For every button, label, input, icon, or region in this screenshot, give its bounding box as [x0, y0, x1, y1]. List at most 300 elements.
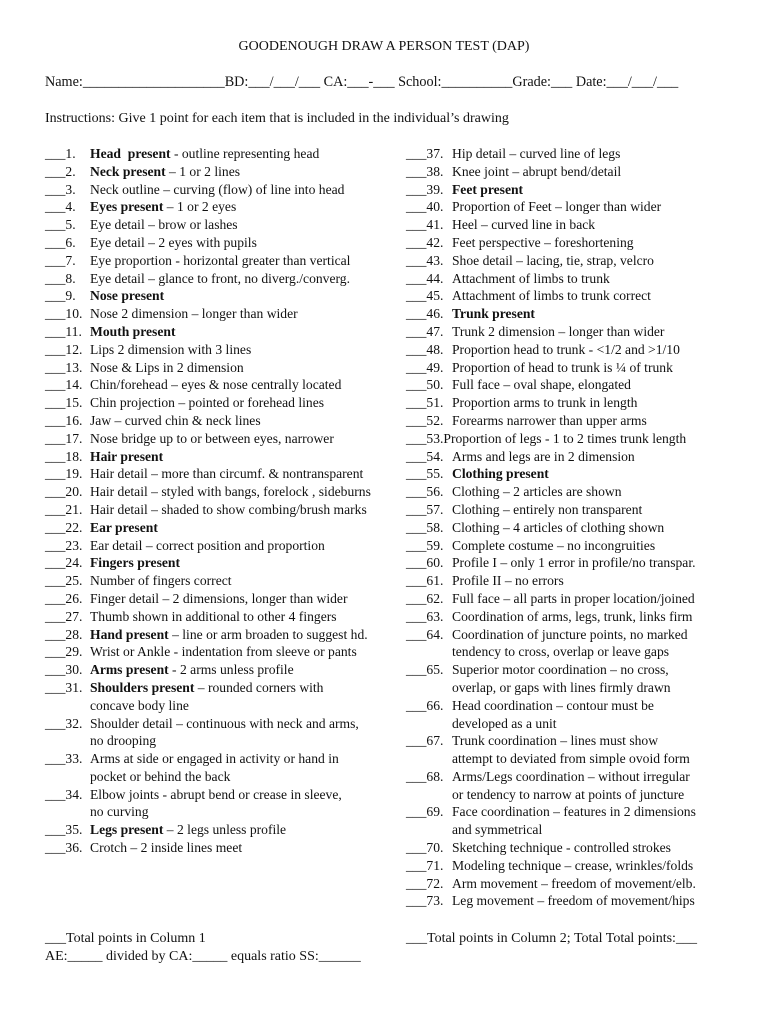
- checklist-item: [406, 857, 751, 875]
- item-text: [90, 448, 415, 466]
- item-text: [452, 661, 751, 697]
- checklist-item: [45, 181, 415, 199]
- checklist-item: [45, 145, 415, 163]
- item-text: [90, 519, 415, 537]
- checklist-item: [406, 305, 751, 323]
- checklist-item: [45, 626, 415, 644]
- checklist-item: [45, 198, 415, 216]
- item-number-blank: ___51.: [406, 395, 444, 411]
- checklist-item: [406, 803, 751, 839]
- checklist-item: [406, 359, 751, 377]
- item-description: Chin projection – pointed or forehead lines: [90, 395, 325, 411]
- item-text: [452, 234, 751, 252]
- item-description: - 2 arms unless profile: [168, 662, 294, 678]
- item-number-blank: ___22.: [45, 519, 83, 535]
- checklist-item: [406, 430, 751, 448]
- item-text: [90, 839, 415, 857]
- checklist-item: [406, 483, 751, 501]
- checklist-item: [406, 768, 751, 804]
- checklist-item: [45, 661, 415, 679]
- item-text: [90, 554, 415, 572]
- checklist-item: [406, 732, 751, 768]
- checklist-item: [45, 394, 415, 412]
- item-bold-label: Shoulders present: [90, 679, 195, 695]
- item-text: [452, 465, 751, 483]
- item-description: Eye proportion - horizontal greater than vertical: [90, 252, 351, 268]
- checklist-item: [406, 892, 751, 910]
- item-description: Heel – curved line in back: [452, 217, 596, 233]
- item-bold-label: Fingers present: [90, 555, 180, 571]
- item-number-blank: ___5.: [45, 217, 76, 233]
- item-number-blank: ___12.: [45, 341, 83, 357]
- item-description: – line or arm broaden to suggest hd.: [168, 626, 368, 642]
- item-number-blank: ___2.: [45, 163, 76, 179]
- item-text: [452, 732, 751, 768]
- item-text: [452, 483, 751, 501]
- checklist-item: [45, 608, 415, 626]
- item-number-blank: ___49.: [406, 359, 444, 375]
- checklist-item: [406, 287, 751, 305]
- item-description: - outline representing head: [170, 146, 320, 161]
- item-text: [452, 305, 751, 323]
- item-number-blank: ___28.: [45, 626, 83, 642]
- item-number-blank: ___39.: [406, 181, 444, 197]
- item-text: [452, 412, 751, 430]
- item-text: [90, 216, 415, 234]
- checklist-item: [45, 519, 415, 537]
- item-description: Eye detail – glance to front, no diverg./converg.: [90, 270, 350, 286]
- checklist-item: [45, 448, 415, 466]
- item-number-blank: ___73.: [406, 893, 444, 909]
- item-text: [90, 537, 415, 555]
- checklist-item: [45, 839, 415, 857]
- item-number-blank: ___55.: [406, 466, 444, 482]
- checklist-item: [406, 145, 751, 163]
- checklist-item: [45, 643, 415, 661]
- item-number-blank: ___63.: [406, 608, 444, 624]
- item-description: Sketching technique - controlled strokes: [452, 840, 671, 856]
- item-number-blank: ___56.: [406, 484, 444, 500]
- item-number-blank: ___6.: [45, 234, 76, 250]
- item-number-blank: ___44.: [406, 270, 444, 286]
- item-description: Profile II – no errors: [452, 573, 564, 589]
- item-text: [90, 287, 415, 305]
- checklist-item: [406, 537, 751, 555]
- item-text: [90, 359, 415, 377]
- item-description: Hair detail – styled with bangs, forelock , sideburns: [90, 484, 371, 500]
- checklist-item: [406, 234, 751, 252]
- page-title: GOODENOUGH DRAW A PERSON TEST (DAP): [238, 39, 530, 54]
- item-description: Forearms narrower than upper arms: [452, 412, 647, 428]
- checklist-item: [45, 786, 415, 822]
- item-text: [90, 234, 415, 252]
- column-1-items: [45, 145, 415, 857]
- item-number-blank: ___68.: [406, 768, 444, 784]
- item-number-blank: ___37.: [406, 146, 444, 161]
- item-number-blank: ___18.: [45, 448, 83, 464]
- checklist-item: [45, 216, 415, 234]
- item-description: Proportion of head to trunk is ¼ of trunk: [452, 359, 673, 375]
- checklist-item: [406, 270, 751, 288]
- item-text: [443, 430, 751, 448]
- item-description: Shoulder detail – continuous with neck and arms, no drooping: [90, 715, 359, 749]
- item-description: Proportion head to trunk - <1/2 and >1/10: [452, 341, 680, 357]
- item-number-blank: ___23.: [45, 537, 83, 553]
- item-number-blank: ___43.: [406, 252, 444, 268]
- item-text: [452, 448, 751, 466]
- item-number-blank: ___27.: [45, 608, 83, 624]
- item-text: [90, 821, 415, 839]
- checklist-item: [406, 626, 751, 662]
- item-number-blank: ___19.: [45, 466, 83, 482]
- column-2-items: [406, 145, 751, 910]
- checklist-item: [406, 181, 751, 199]
- checklist-item: [45, 537, 415, 555]
- item-text: [452, 519, 751, 537]
- item-number-blank: ___42.: [406, 234, 444, 250]
- item-number-blank: ___48.: [406, 341, 444, 357]
- item-number-blank: ___61.: [406, 573, 444, 589]
- checklist-item: [406, 216, 751, 234]
- item-number-blank: ___15.: [45, 395, 83, 411]
- item-description: Hair detail – shaded to show combing/brush marks: [90, 501, 367, 517]
- item-description: Feet perspective – foreshortening: [452, 234, 634, 250]
- item-text: [90, 715, 415, 751]
- checklist-item: [45, 412, 415, 430]
- item-bold-label: Hair present: [90, 448, 164, 464]
- item-number-blank: ___16.: [45, 412, 83, 428]
- checklist-item: [406, 501, 751, 519]
- item-text: [90, 643, 415, 661]
- checklist-item: [45, 679, 415, 715]
- item-text: [452, 839, 751, 857]
- item-description: Arms at side or engaged in activity or hand in pocket or behind the back: [90, 751, 339, 784]
- item-description: Ear detail – correct position and proportion: [90, 537, 325, 553]
- item-description: Eye detail – brow or lashes: [90, 217, 238, 233]
- item-text: [90, 270, 415, 288]
- item-number-blank: ___10.: [45, 306, 83, 322]
- item-text: [452, 216, 751, 234]
- item-description: Hair detail – more than circumf. & nontransparent: [90, 466, 364, 482]
- checklist-item: [45, 501, 415, 519]
- checklist-item: [406, 465, 751, 483]
- item-text: [90, 412, 415, 430]
- item-text: [452, 341, 751, 359]
- item-text: [90, 786, 415, 822]
- item-description: Eye detail – 2 eyes with pupils: [90, 234, 257, 250]
- item-description: Shoe detail – lacing, tie, strap, velcro: [452, 252, 654, 268]
- item-description: Nose & Lips in 2 dimension: [90, 359, 244, 375]
- item-description: Full face – all parts in proper location/joined: [452, 590, 695, 606]
- item-description: Elbow joints - abrupt bend or crease in sleeve, no curving: [90, 786, 342, 820]
- item-number-blank: ___57.: [406, 501, 444, 517]
- item-description: Complete costume – no incongruities: [452, 537, 656, 553]
- item-bold-label: Head present: [90, 146, 171, 161]
- item-number-blank: ___46.: [406, 306, 444, 322]
- checklist-item: [45, 163, 415, 181]
- item-number-blank: ___11.: [45, 323, 82, 339]
- item-bold-label: Feet present: [452, 181, 524, 197]
- item-description: – 1 or 2 eyes: [163, 199, 237, 215]
- checklist-item: [406, 554, 751, 572]
- checklist-item: [45, 359, 415, 377]
- item-description: Nose bridge up to or between eyes, narrower: [90, 430, 334, 446]
- item-text: [90, 252, 415, 270]
- item-number-blank: ___1.: [45, 146, 76, 161]
- item-number-blank: ___4.: [45, 199, 76, 215]
- item-description: Attachment of limbs to trunk: [452, 270, 610, 286]
- item-description: Finger detail – 2 dimensions, longer than wider: [90, 590, 348, 606]
- item-text: [452, 875, 751, 893]
- item-description: Clothing – 4 articles of clothing shown: [452, 519, 665, 535]
- item-description: – 2 legs unless profile: [163, 822, 287, 838]
- item-text: [90, 323, 415, 341]
- item-number-blank: ___67.: [406, 733, 444, 749]
- item-text: [452, 252, 751, 270]
- checklist-item: [406, 163, 751, 181]
- item-description: Jaw – curved chin & neck lines: [90, 412, 261, 428]
- item-description: Face coordination – features in 2 dimensions and symmetrical: [452, 804, 696, 838]
- item-number-blank: ___50.: [406, 377, 444, 393]
- item-text: [90, 341, 415, 359]
- item-number-blank: ___30.: [45, 662, 83, 678]
- item-number-blank: ___38.: [406, 163, 444, 179]
- item-text: [90, 501, 415, 519]
- item-description: Proportion of Feet – longer than wider: [452, 199, 662, 215]
- item-text: [452, 181, 751, 199]
- checklist-item: [45, 323, 415, 341]
- item-number-blank: ___8.: [45, 270, 76, 286]
- instructions: Instructions: Give 1 point for each item that is included in the individual’s drawing: [45, 111, 509, 126]
- checklist-item: [406, 839, 751, 857]
- item-number-blank: ___31.: [45, 679, 83, 695]
- checklist-item: [406, 376, 751, 394]
- item-description: Nose 2 dimension – longer than wider: [90, 306, 298, 322]
- checklist-item: [406, 608, 751, 626]
- item-text: [452, 857, 751, 875]
- checklist-item: [406, 341, 751, 359]
- item-number-blank: ___58.: [406, 519, 444, 535]
- item-description: Wrist or Ankle - indentation from sleeve or pants: [90, 644, 357, 660]
- item-text: [90, 483, 415, 501]
- item-number-blank: ___64.: [406, 626, 444, 642]
- item-number-blank: ___47.: [406, 323, 444, 339]
- checklist-item: [406, 323, 751, 341]
- item-text: [90, 661, 415, 679]
- checklist-item: [45, 270, 415, 288]
- item-number-blank: ___32.: [45, 715, 83, 731]
- item-number-blank: ___14.: [45, 377, 83, 393]
- item-bold-label: Legs present: [90, 822, 164, 838]
- item-description: Leg movement – freedom of movement/hips: [452, 893, 695, 909]
- item-bold-label: Arms present: [90, 662, 169, 678]
- checklist-item: [45, 821, 415, 839]
- item-description: Crotch – 2 inside lines meet: [90, 840, 243, 856]
- item-description: Superior motor coordination – no cross, overlap, or gaps with lines firmly drawn: [452, 662, 671, 695]
- item-text: [452, 572, 751, 590]
- item-text: [452, 145, 751, 163]
- item-number-blank: ___54.: [406, 448, 444, 464]
- item-bold-label: Ear present: [90, 519, 158, 535]
- item-bold-label: Eyes present: [90, 199, 164, 215]
- checklist-item: [406, 590, 751, 608]
- item-description: Knee joint – abrupt bend/detail: [452, 163, 622, 179]
- item-number-blank: ___3.: [45, 181, 76, 197]
- item-text: [90, 163, 415, 181]
- item-number-blank: ___13.: [45, 359, 83, 375]
- item-description: Trunk coordination – lines must show attempt to deviated from simple ovoid form: [452, 733, 690, 767]
- checklist-item: [45, 430, 415, 448]
- item-description: Profile I – only 1 error in profile/no transpar.: [452, 555, 696, 571]
- checklist-item: [45, 750, 415, 786]
- checklist-item: [406, 198, 751, 216]
- checklist-item: [45, 252, 415, 270]
- checklist-item: [406, 572, 751, 590]
- item-text: [452, 323, 751, 341]
- item-text: [90, 572, 415, 590]
- item-text: [90, 465, 415, 483]
- item-text: [90, 376, 415, 394]
- item-text: [452, 554, 751, 572]
- item-text: [90, 394, 415, 412]
- item-description: Head coordination – contour must be developed as a unit: [452, 697, 654, 731]
- item-description: Proportion of legs - 1 to 2 times trunk length: [443, 430, 687, 446]
- item-number-blank: ___26.: [45, 590, 83, 606]
- item-number-blank: ___34.: [45, 786, 83, 802]
- item-number-blank: ___25.: [45, 573, 83, 589]
- item-description: – rounded corners with concave body line: [90, 679, 324, 713]
- item-number-blank: ___62.: [406, 590, 444, 606]
- checklist-item: [45, 376, 415, 394]
- checklist-item: [45, 572, 415, 590]
- item-description: Thumb shown in additional to other 4 fingers: [90, 608, 337, 624]
- item-bold-label: Hand present: [90, 626, 169, 642]
- item-description: Chin/forehead – eyes & nose centrally located: [90, 377, 342, 393]
- item-text: [452, 537, 751, 555]
- item-number-blank: ___21.: [45, 501, 83, 517]
- checklist-item: [406, 875, 751, 893]
- total-column-1: ___Total points in Column 1: [45, 931, 206, 946]
- item-number-blank: ___65.: [406, 662, 444, 678]
- item-number-blank: ___70.: [406, 840, 444, 856]
- item-text: [90, 305, 415, 323]
- item-text: [90, 590, 415, 608]
- item-number-blank: ___72.: [406, 875, 444, 891]
- item-number-blank: ___60.: [406, 555, 444, 571]
- item-bold-label: Neck present: [90, 163, 166, 179]
- item-description: – 1 or 2 lines: [165, 163, 241, 179]
- checklist-item: [406, 661, 751, 697]
- item-number-blank: ___53.: [406, 430, 444, 446]
- item-number-blank: ___40.: [406, 199, 444, 215]
- item-description: Lips 2 dimension with 3 lines: [90, 341, 252, 357]
- item-description: Coordination of juncture points, no marked tendency to cross, overlap or leave gaps: [452, 626, 688, 660]
- checklist-item: [45, 483, 415, 501]
- item-number-blank: ___17.: [45, 430, 83, 446]
- item-description: Clothing – 2 articles are shown: [452, 484, 622, 500]
- item-text: [452, 501, 751, 519]
- item-number-blank: ___59.: [406, 537, 444, 553]
- item-description: Arms/Legs coordination – without irregular or tendency to narrow at points of juncture: [452, 768, 690, 802]
- item-bold-label: Mouth present: [90, 323, 176, 339]
- item-description: Neck outline – curving (flow) of line into head: [90, 181, 345, 197]
- item-number-blank: ___41.: [406, 217, 444, 233]
- item-text: [90, 750, 415, 786]
- item-number-blank: ___69.: [406, 804, 444, 820]
- checklist-item: [406, 252, 751, 270]
- item-number-blank: ___33.: [45, 751, 83, 767]
- item-description: Full face – oval shape, elongated: [452, 377, 631, 393]
- checklist-item: [45, 341, 415, 359]
- item-text: [452, 803, 751, 839]
- item-text: [452, 608, 751, 626]
- item-description: Arms and legs are in 2 dimension: [452, 448, 635, 464]
- item-description: Number of fingers correct: [90, 573, 232, 589]
- item-text: [452, 376, 751, 394]
- item-text: [90, 626, 415, 644]
- item-number-blank: ___45.: [406, 288, 444, 304]
- item-text: [452, 697, 751, 733]
- item-number-blank: ___71.: [406, 857, 444, 873]
- item-description: Attachment of limbs to trunk correct: [452, 288, 651, 304]
- checklist-item: [406, 519, 751, 537]
- total-column-2: ___Total points in Column 2; Total Total points:___: [406, 931, 697, 946]
- checklist-item: [45, 590, 415, 608]
- item-description: Modeling technique – crease, wrinkles/folds: [452, 857, 694, 873]
- item-number-blank: ___36.: [45, 840, 83, 856]
- item-number-blank: ___9.: [45, 288, 76, 304]
- checklist-item: [45, 287, 415, 305]
- item-text: [452, 768, 751, 804]
- item-text: [90, 198, 415, 216]
- item-text: [452, 163, 751, 181]
- item-description: Trunk 2 dimension – longer than wider: [452, 323, 665, 339]
- item-number-blank: ___35.: [45, 822, 83, 838]
- item-number-blank: ___66.: [406, 697, 444, 713]
- item-text: [90, 145, 415, 163]
- item-text: [90, 430, 415, 448]
- checklist-item: [45, 715, 415, 751]
- item-text: [90, 608, 415, 626]
- checklist-item: [406, 412, 751, 430]
- item-text: [452, 287, 751, 305]
- checklist-item: [45, 465, 415, 483]
- checklist-item: [406, 448, 751, 466]
- ratio-line: AE:_____ divided by CA:_____ equals ratio SS:______: [45, 949, 361, 964]
- item-description: Hip detail – curved line of legs: [452, 146, 621, 161]
- item-number-blank: ___52.: [406, 412, 444, 428]
- item-text: [452, 892, 751, 910]
- item-text: [452, 394, 751, 412]
- item-bold-label: Trunk present: [452, 306, 535, 322]
- item-number-blank: ___24.: [45, 555, 83, 571]
- item-bold-label: Clothing present: [452, 466, 549, 482]
- item-text: [90, 181, 415, 199]
- item-description: Proportion arms to trunk in length: [452, 395, 638, 411]
- checklist-item: [406, 697, 751, 733]
- checklist-item: [45, 305, 415, 323]
- header-fields-line: Name:____________________BD:___/___/___ CA:___-___ School:__________Grade:___ Date:___/___/___: [45, 74, 679, 90]
- item-text: [452, 270, 751, 288]
- checklist-item: [45, 554, 415, 572]
- item-number-blank: ___7.: [45, 252, 76, 268]
- item-text: [452, 590, 751, 608]
- item-text: [452, 359, 751, 377]
- item-bold-label: Nose present: [90, 288, 165, 304]
- item-description: Coordination of arms, legs, trunk, links firm: [452, 608, 693, 624]
- item-number-blank: ___29.: [45, 644, 83, 660]
- item-number-blank: ___20.: [45, 484, 83, 500]
